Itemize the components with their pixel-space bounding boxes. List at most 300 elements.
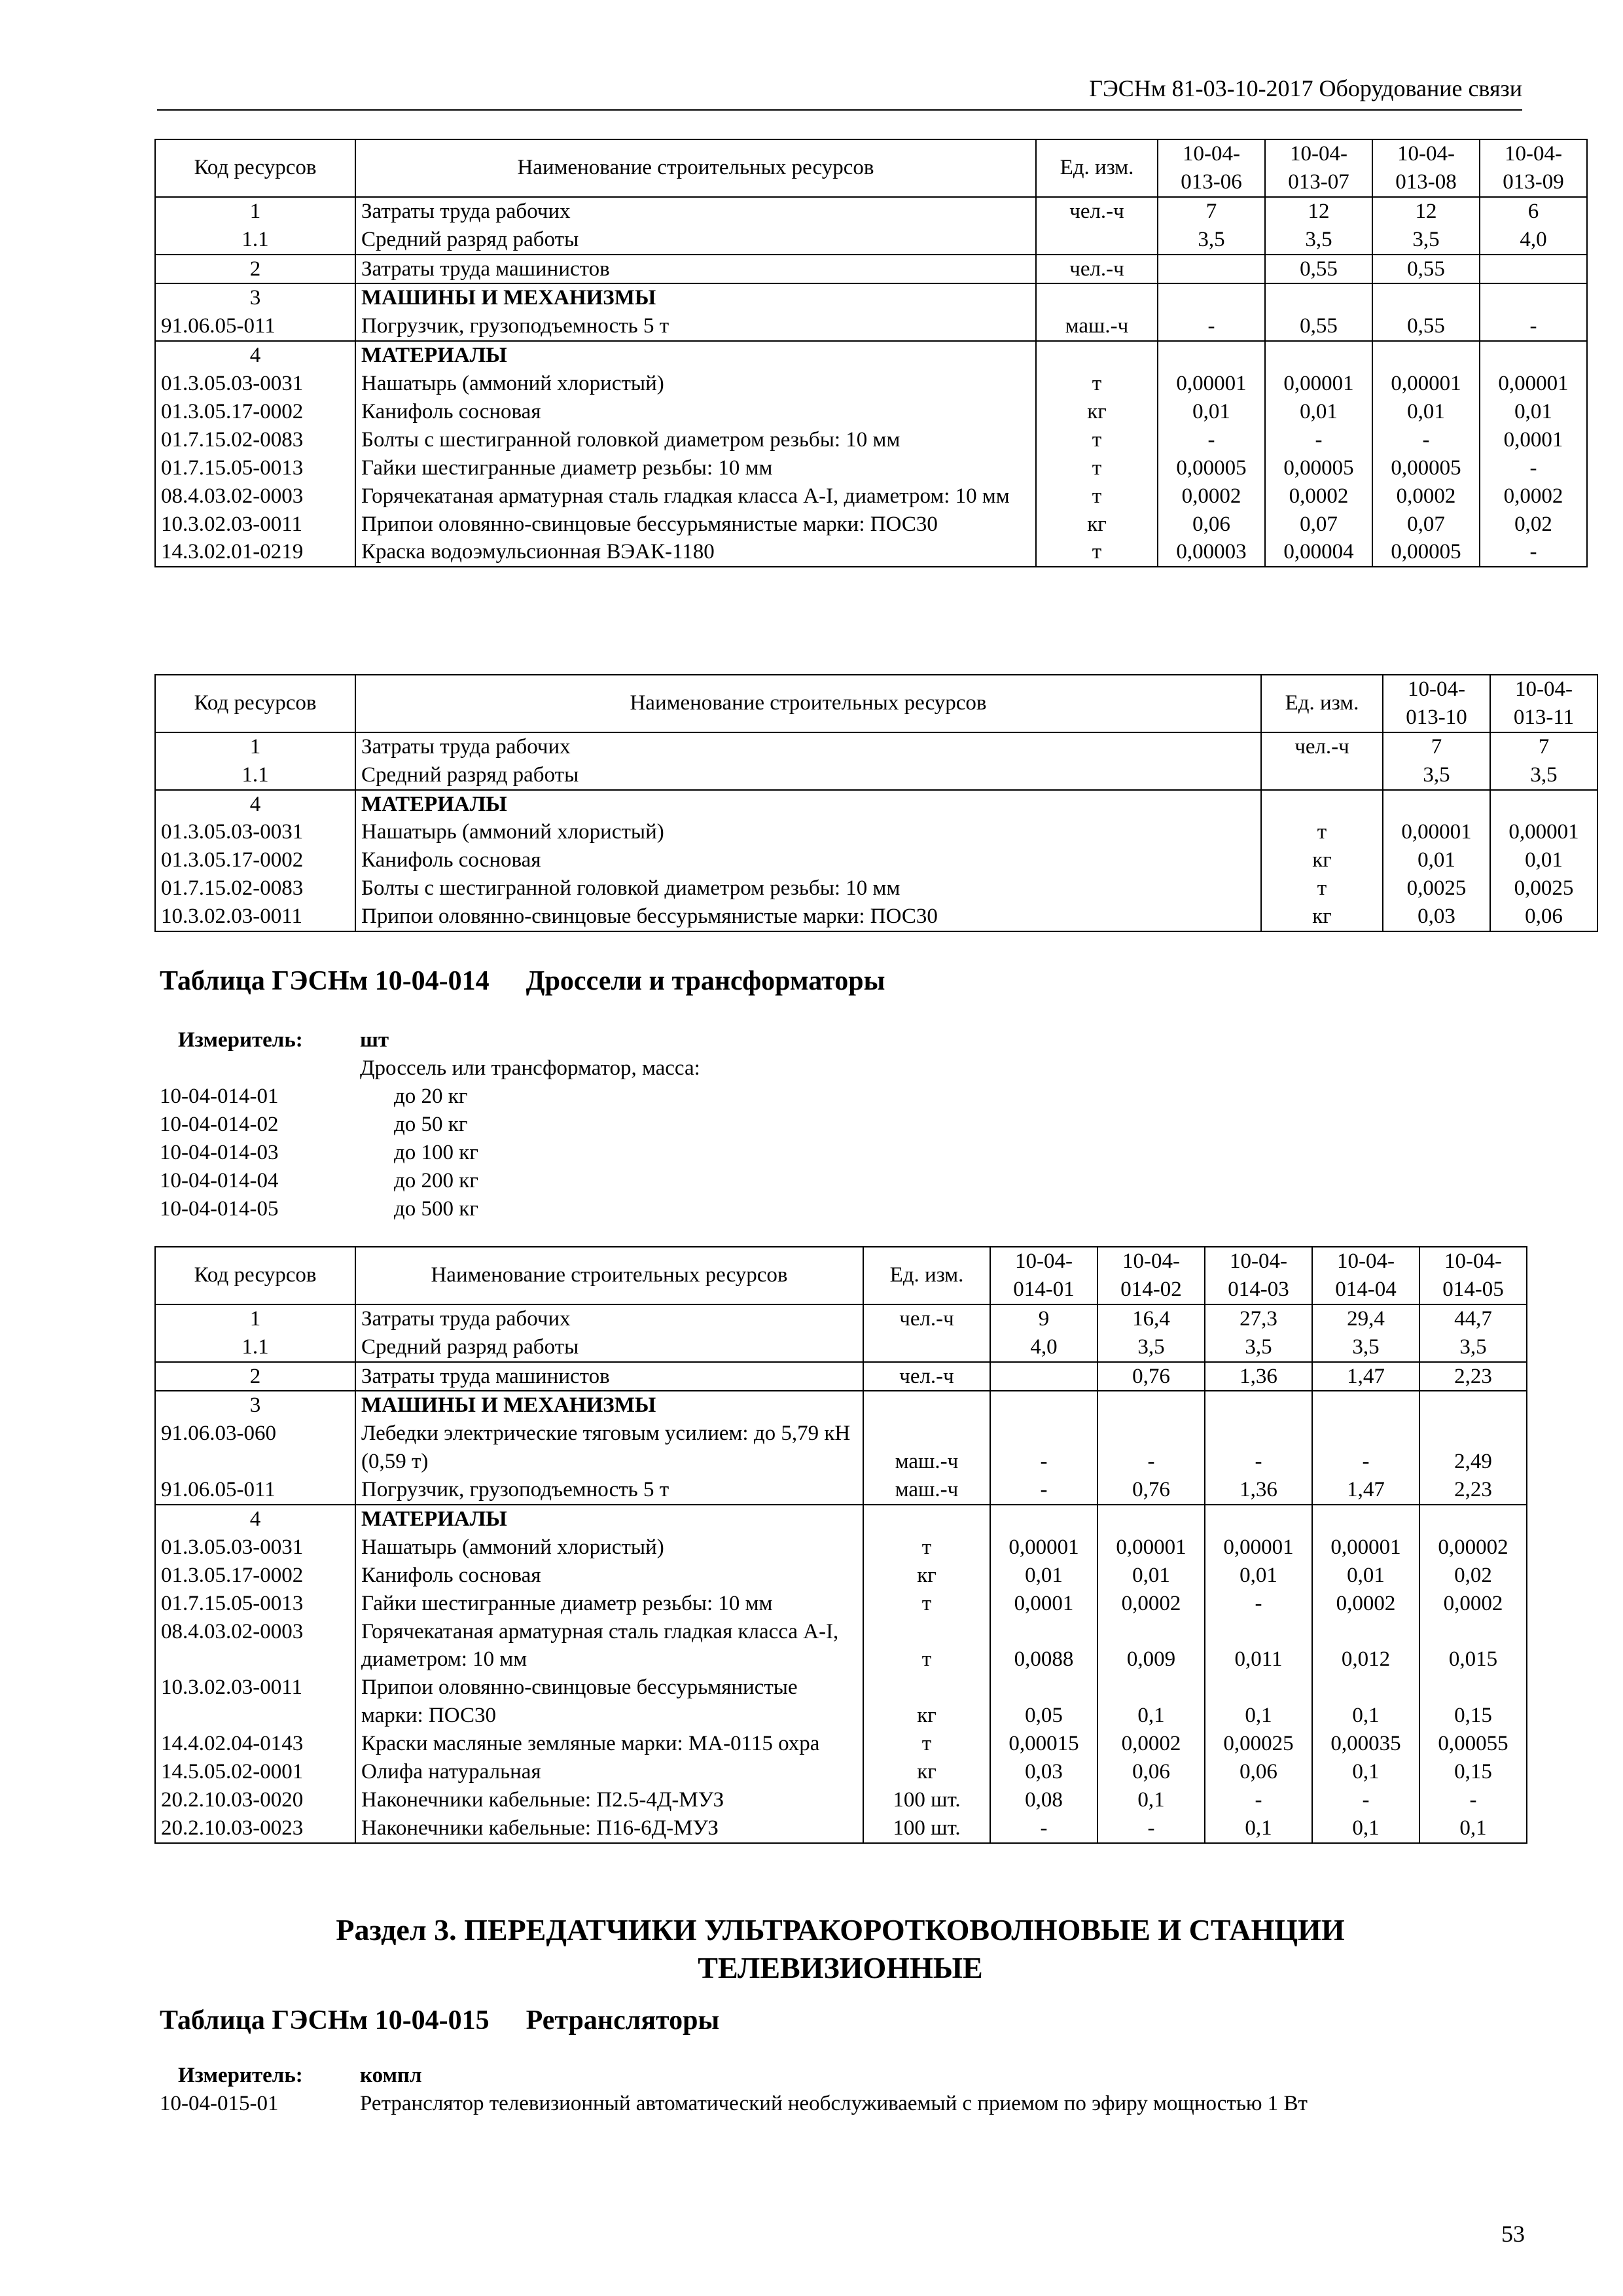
- resource-value: 0,00005: [1372, 538, 1480, 567]
- table-row: [155, 1674, 1527, 1730]
- resource-value: -: [990, 1476, 1097, 1505]
- header-norm-col: 10-04-013-10: [1383, 675, 1490, 732]
- resource-value: 0,01: [990, 1562, 1097, 1590]
- header-norm-col: 10-04-014-03: [1205, 1247, 1312, 1304]
- resource-name: Затраты труда рабочих: [355, 1304, 863, 1333]
- table-row: [155, 454, 1587, 482]
- table-row: [155, 1814, 1527, 1843]
- resource-name: Болты с шестигранной головкой диаметром резьбы: 10 мм: [355, 426, 1036, 454]
- resource-code: 91.06.03-060: [155, 1420, 355, 1476]
- resource-name: Припои оловянно-свинцовые бессурьмянистые марки: ПОС30: [355, 1674, 863, 1730]
- resource-unit: т: [863, 1590, 990, 1618]
- resource-value: 0,02: [1480, 511, 1587, 539]
- resource-value: [1480, 341, 1587, 370]
- table-header-row: [155, 1247, 1527, 1304]
- header-name: Наименование строительных ресурсов: [355, 1247, 863, 1304]
- norm-text: до 500 кг: [394, 1197, 478, 1221]
- resource-value: 0,02: [1419, 1562, 1527, 1590]
- header-code: Код ресурсов: [155, 675, 355, 732]
- resource-name: Канифоль сосновая: [355, 398, 1036, 426]
- resource-unit: маш.-ч: [863, 1420, 990, 1476]
- resource-name: Затраты труда машинистов: [355, 1362, 863, 1391]
- resource-value: 0,1: [1205, 1814, 1312, 1843]
- resource-value: 1,47: [1312, 1362, 1419, 1391]
- resource-code: 10.3.02.03-0011: [155, 903, 355, 931]
- resource-value: 1,47: [1312, 1476, 1419, 1505]
- resource-value: 0,01: [1097, 1562, 1205, 1590]
- resource-value: [1372, 283, 1480, 312]
- resource-value: 0,06: [1097, 1758, 1205, 1786]
- resource-code: 1.1: [155, 226, 355, 255]
- header-code: Код ресурсов: [155, 139, 355, 197]
- table-row: [155, 1590, 1527, 1618]
- resource-value: 0,01: [1372, 398, 1480, 426]
- resource-unit: т: [1036, 454, 1158, 482]
- resource-value: 3,5: [1372, 226, 1480, 255]
- norm-text: до 200 кг: [394, 1169, 478, 1193]
- resource-name: Лебедки электрические тяговым усилием: до 5,79 кН (0,59 т): [355, 1420, 863, 1476]
- resource-name: Средний разряд работы: [355, 226, 1036, 255]
- resource-value: 1,36: [1205, 1476, 1312, 1505]
- resource-unit: т: [863, 1730, 990, 1758]
- resource-value: [1158, 255, 1265, 284]
- resource-value: -: [1205, 1590, 1312, 1618]
- resource-value: 0,00003: [1158, 538, 1265, 567]
- table-row: [155, 790, 1597, 819]
- table-row: [155, 1304, 1527, 1333]
- resource-code: 01.3.05.03-0031: [155, 1534, 355, 1562]
- resource-unit: маш.-ч: [1036, 312, 1158, 341]
- resource-value: 7: [1158, 197, 1265, 226]
- resource-unit: т: [1036, 370, 1158, 398]
- table-header-row: [155, 139, 1587, 197]
- section-title-line: ТЕЛЕВИЗИОННЫЕ: [698, 1951, 983, 1984]
- resource-name: Гайки шестигранные диаметр резьбы: 10 мм: [355, 454, 1036, 482]
- resource-unit: т: [1036, 538, 1158, 567]
- resource-name: Краска водоэмульсионная ВЭАК-1180: [355, 538, 1036, 567]
- resource-value: 44,7: [1419, 1304, 1527, 1333]
- norm-code: 10-04-014-05: [160, 1197, 279, 1221]
- resource-value: 0,0002: [1265, 482, 1372, 511]
- norm-code: 10-04-014-01: [160, 1085, 279, 1108]
- resource-value: 0,0002: [1419, 1590, 1527, 1618]
- resource-value: 12: [1372, 197, 1480, 226]
- header-norm-col: 10-04-013-08: [1372, 139, 1480, 197]
- resource-value: 0,1: [1312, 1758, 1419, 1786]
- resource-value: 3,5: [1312, 1333, 1419, 1362]
- resource-unit: кг: [1036, 511, 1158, 539]
- resource-value: 0,00005: [1265, 454, 1372, 482]
- norm-item: [160, 1111, 700, 1139]
- resource-value: [1265, 341, 1372, 370]
- table-row: [155, 903, 1597, 931]
- resource-name: Канифоль сосновая: [355, 846, 1261, 874]
- header-norm-col: 10-04-013-06: [1158, 139, 1265, 197]
- resource-value: 3,5: [1097, 1333, 1205, 1362]
- resource-code: 1.1: [155, 761, 355, 790]
- resource-code: 08.4.03.02-0003: [155, 1618, 355, 1674]
- resource-unit: т: [1261, 818, 1383, 846]
- resource-value: 0,009: [1097, 1618, 1205, 1674]
- meter-row: [160, 1026, 700, 1054]
- resource-name: Погрузчик, грузоподъемность 5 т: [355, 1476, 863, 1505]
- resource-value: 3,5: [1419, 1333, 1527, 1362]
- resource-value: -: [990, 1814, 1097, 1843]
- resource-value: [1372, 341, 1480, 370]
- resource-value: -: [1480, 312, 1587, 341]
- table-014-meter-block: [160, 1026, 700, 1223]
- resource-value: 0,76: [1097, 1476, 1205, 1505]
- resource-value: 0,0002: [1480, 482, 1587, 511]
- header-norm-col: 10-04-014-04: [1312, 1247, 1419, 1304]
- table-row: [155, 312, 1587, 341]
- resource-value: -: [1158, 312, 1265, 341]
- resource-value: 0,0002: [1372, 482, 1480, 511]
- resource-unit: 100 шт.: [863, 1814, 990, 1843]
- meter-row: [160, 2062, 1308, 2090]
- resource-value: [1097, 1505, 1205, 1534]
- resource-value: 0,00001: [1158, 370, 1265, 398]
- resource-unit: [863, 1391, 990, 1420]
- table-row: [155, 197, 1587, 226]
- table-row: [155, 818, 1597, 846]
- table-row: [155, 846, 1597, 874]
- resource-value: 0,55: [1372, 312, 1480, 341]
- meter-value: компл: [360, 2064, 422, 2087]
- resource-unit: т: [1036, 482, 1158, 511]
- resource-value: [1265, 283, 1372, 312]
- resource-value: 0,00055: [1419, 1730, 1527, 1758]
- header-norm-col: 10-04-014-01: [990, 1247, 1097, 1304]
- resource-value: 0,06: [1205, 1758, 1312, 1786]
- resource-value: 0,0002: [1097, 1590, 1205, 1618]
- resource-code: 01.7.15.05-0013: [155, 454, 355, 482]
- resource-code: 3: [155, 1391, 355, 1420]
- table-row: [155, 426, 1587, 454]
- resource-value: 0,0001: [1480, 426, 1587, 454]
- resource-unit: т: [863, 1534, 990, 1562]
- resource-value: 0,00001: [1372, 370, 1480, 398]
- resource-value: 2,23: [1419, 1476, 1527, 1505]
- resource-value: 2,49: [1419, 1420, 1527, 1476]
- resource-value: 0,00015: [990, 1730, 1097, 1758]
- resource-value: 0,05: [990, 1674, 1097, 1730]
- resource-unit: [1036, 226, 1158, 255]
- resource-name: Олифа натуральная: [355, 1758, 863, 1786]
- resource-code: 01.3.05.03-0031: [155, 818, 355, 846]
- norm-text: до 50 кг: [394, 1113, 468, 1136]
- resource-name: МАШИНЫ И МЕХАНИЗМЫ: [355, 1391, 863, 1420]
- resource-value: 4,0: [990, 1333, 1097, 1362]
- resource-name: Нашатырь (аммоний хлористый): [355, 1534, 863, 1562]
- header-unit: Ед. изм.: [1261, 675, 1383, 732]
- table-014-title: Дроссели и трансформаторы: [526, 966, 885, 996]
- header-norm-col: 10-04-014-02: [1097, 1247, 1205, 1304]
- resource-code: 01.3.05.17-0002: [155, 1562, 355, 1590]
- resource-value: 0,1: [1419, 1814, 1527, 1843]
- resource-value: 0,06: [1158, 511, 1265, 539]
- meter-description: Дроссель или трансформатор, масса:: [360, 1056, 700, 1080]
- resource-value: 0,01: [1205, 1562, 1312, 1590]
- resource-value: 0,55: [1265, 312, 1372, 341]
- resource-value: 3,5: [1383, 761, 1490, 790]
- resource-unit: кг: [1036, 398, 1158, 426]
- resource-value: [1205, 1505, 1312, 1534]
- norm-item: [160, 1139, 700, 1167]
- resource-value: 0,07: [1265, 511, 1372, 539]
- resource-value: 0,1: [1312, 1674, 1419, 1730]
- resource-value: 29,4: [1312, 1304, 1419, 1333]
- resource-unit: кг: [863, 1562, 990, 1590]
- header-norm-col: 10-04-013-07: [1265, 139, 1372, 197]
- resource-value: 1,36: [1205, 1362, 1312, 1391]
- resource-code: 91.06.05-011: [155, 312, 355, 341]
- resource-value: 16,4: [1097, 1304, 1205, 1333]
- resource-value: 0,01: [1312, 1562, 1419, 1590]
- resource-value: 0,08: [990, 1786, 1097, 1814]
- norm-code: 10-04-015-01: [160, 2092, 279, 2115]
- resource-value: 0,00001: [1490, 818, 1597, 846]
- resource-value: 0,00004: [1265, 538, 1372, 567]
- header-unit: Ед. изм.: [863, 1247, 990, 1304]
- resource-value: [990, 1391, 1097, 1420]
- resource-code: 4: [155, 790, 355, 819]
- resource-value: 3,5: [1205, 1333, 1312, 1362]
- resource-code: 20.2.10.03-0023: [155, 1814, 355, 1843]
- resource-value: [1480, 255, 1587, 284]
- resource-value: 0,00001: [1265, 370, 1372, 398]
- resource-value: 0,01: [1265, 398, 1372, 426]
- resource-name: Припои оловянно-свинцовые бессурьмянистые марки: ПОС30: [355, 903, 1261, 931]
- resource-value: 4,0: [1480, 226, 1587, 255]
- resource-value: -: [1158, 426, 1265, 454]
- resource-name: Болты с шестигранной головкой диаметром резьбы: 10 мм: [355, 874, 1261, 903]
- norm-text: до 100 кг: [394, 1141, 478, 1164]
- resource-value: 27,3: [1205, 1304, 1312, 1333]
- resource-value: 0,01: [1383, 846, 1490, 874]
- page-number: 53: [1501, 2221, 1525, 2247]
- resource-name: Затраты труда рабочих: [355, 197, 1036, 226]
- resource-value: -: [1480, 454, 1587, 482]
- resource-value: [1480, 283, 1587, 312]
- resource-value: 9: [990, 1304, 1097, 1333]
- resource-unit: т: [863, 1618, 990, 1674]
- resource-value: 0,00001: [1480, 370, 1587, 398]
- resource-name: Средний разряд работы: [355, 1333, 863, 1362]
- resource-name: МАШИНЫ И МЕХАНИЗМЫ: [355, 283, 1036, 312]
- norm-text: Ретранслятор телевизионный автоматический необслуживаемый с приемом по эфиру мощностью 1 Вт: [360, 2092, 1308, 2115]
- header-norm-col: 10-04-013-11: [1490, 675, 1597, 732]
- table-row: [155, 1476, 1527, 1505]
- resource-value: 0,01: [1480, 398, 1587, 426]
- resource-value: 0,012: [1312, 1618, 1419, 1674]
- table-015-heading: [160, 2003, 719, 2039]
- norm-text: до 20 кг: [394, 1085, 468, 1108]
- resource-name: Горячекатаная арматурная сталь гладкая класса А-I, диаметром: 10 мм: [355, 1618, 863, 1674]
- resource-value: -: [1205, 1420, 1312, 1476]
- table-015-id: Таблица ГЭСНм 10-04-015: [160, 2005, 490, 2036]
- resource-value: 0,15: [1419, 1758, 1527, 1786]
- resource-value: 0,06: [1490, 903, 1597, 931]
- norm-code: 10-04-014-02: [160, 1113, 279, 1136]
- resource-name: Канифоль сосновая: [355, 1562, 863, 1590]
- resource-value: -: [1312, 1420, 1419, 1476]
- resource-value: -: [1372, 426, 1480, 454]
- resource-code: 1.1: [155, 1333, 355, 1362]
- resource-unit: [1261, 761, 1383, 790]
- resource-unit: чел.-ч: [863, 1362, 990, 1391]
- resource-code: 4: [155, 341, 355, 370]
- resource-code: 1: [155, 197, 355, 226]
- resource-unit: т: [1036, 426, 1158, 454]
- resource-value: [1312, 1391, 1419, 1420]
- resource-value: 0,01: [1490, 846, 1597, 874]
- table-row: [155, 398, 1587, 426]
- resource-value: 7: [1490, 732, 1597, 761]
- resource-value: [1490, 790, 1597, 819]
- table-row: [155, 1391, 1527, 1420]
- table-row: [155, 1730, 1527, 1758]
- resource-code: 14.5.05.02-0001: [155, 1758, 355, 1786]
- resource-table-013-06-09: [154, 139, 1588, 567]
- resource-value: -: [1265, 426, 1372, 454]
- resource-unit: чел.-ч: [1036, 255, 1158, 284]
- table-014-heading: [160, 963, 885, 999]
- section-3-title: [154, 1911, 1526, 1987]
- resource-value: 3,5: [1265, 226, 1372, 255]
- resource-code: 91.06.05-011: [155, 1476, 355, 1505]
- table-body: [155, 1304, 1527, 1843]
- resource-value: 0,00002: [1419, 1534, 1527, 1562]
- resource-value: [1158, 341, 1265, 370]
- resource-value: 0,55: [1265, 255, 1372, 284]
- resource-value: 0,15: [1419, 1674, 1527, 1730]
- table-row: [155, 1505, 1527, 1534]
- resource-value: [1419, 1505, 1527, 1534]
- header-name: Наименование строительных ресурсов: [355, 675, 1261, 732]
- norm-code: 10-04-014-03: [160, 1141, 279, 1164]
- norm-item: [160, 1083, 700, 1111]
- header-norm-col: 10-04-013-09: [1480, 139, 1587, 197]
- resource-name: Краски масляные земляные марки: МА-0115 охра: [355, 1730, 863, 1758]
- resource-value: 0,00035: [1312, 1730, 1419, 1758]
- resource-value: 0,00001: [1097, 1534, 1205, 1562]
- resource-value: 0,00005: [1158, 454, 1265, 482]
- resource-unit: 100 шт.: [863, 1786, 990, 1814]
- resource-value: [1383, 790, 1490, 819]
- table-row: [155, 511, 1587, 539]
- header-unit: Ед. изм.: [1036, 139, 1158, 197]
- resource-value: 0,03: [1383, 903, 1490, 931]
- section-title-line: Раздел 3. ПЕРЕДАТЧИКИ УЛЬТРАКОРОТКОВОЛНОВЫЕ И СТАНЦИИ: [336, 1913, 1345, 1946]
- resource-value: 0,55: [1372, 255, 1480, 284]
- running-header: ГЭСНм 81-03-10-2017 Оборудование связи: [157, 73, 1522, 111]
- resource-value: 0,00025: [1205, 1730, 1312, 1758]
- resource-code: 10.3.02.03-0011: [155, 1674, 355, 1730]
- resource-name: Затраты труда машинистов: [355, 255, 1036, 284]
- resource-unit: чел.-ч: [1036, 197, 1158, 226]
- resource-unit: [1036, 341, 1158, 370]
- resource-value: 0,0002: [1158, 482, 1265, 511]
- header-name: Наименование строительных ресурсов: [355, 139, 1036, 197]
- resource-value: 0,011: [1205, 1618, 1312, 1674]
- table-015-title: Ретрансляторы: [526, 2005, 720, 2036]
- resource-unit: [863, 1333, 990, 1362]
- resource-unit: кг: [863, 1674, 990, 1730]
- table-header-row: [155, 675, 1597, 732]
- header-code: Код ресурсов: [155, 1247, 355, 1304]
- resource-value: 0,03: [990, 1758, 1097, 1786]
- table-row: [155, 732, 1597, 761]
- resource-value: 6: [1480, 197, 1587, 226]
- table-row: [155, 538, 1587, 567]
- resource-code: 01.7.15.02-0083: [155, 426, 355, 454]
- resource-value: 7: [1383, 732, 1490, 761]
- resource-value: [1419, 1391, 1527, 1420]
- resource-name: Гайки шестигранные диаметр резьбы: 10 мм: [355, 1590, 863, 1618]
- resource-name: Наконечники кабельные: П2.5-4Д-МУЗ: [355, 1786, 863, 1814]
- table-014-id: Таблица ГЭСНм 10-04-014: [160, 966, 490, 996]
- resource-code: 10.3.02.03-0011: [155, 511, 355, 539]
- resource-code: 08.4.03.02-0003: [155, 482, 355, 511]
- resource-code: 01.7.15.05-0013: [155, 1590, 355, 1618]
- resource-unit: кг: [863, 1758, 990, 1786]
- resource-value: 0,00001: [1312, 1534, 1419, 1562]
- table-row: [155, 482, 1587, 511]
- resource-code: 01.7.15.02-0083: [155, 874, 355, 903]
- resource-value: [990, 1362, 1097, 1391]
- resource-code: 2: [155, 1362, 355, 1391]
- table-row: [155, 226, 1587, 255]
- resource-name: Наконечники кабельные: П16-6Д-МУЗ: [355, 1814, 863, 1843]
- table-row: [155, 761, 1597, 790]
- resource-name: Погрузчик, грузоподъемность 5 т: [355, 312, 1036, 341]
- table-row: [155, 1786, 1527, 1814]
- norm-item: [160, 1167, 700, 1195]
- resource-value: -: [1097, 1420, 1205, 1476]
- resource-value: -: [1312, 1786, 1419, 1814]
- table-015-meter-block: [160, 2062, 1308, 2118]
- resource-value: 0,0025: [1383, 874, 1490, 903]
- resource-name: Средний разряд работы: [355, 761, 1261, 790]
- resource-code: 01.3.05.17-0002: [155, 846, 355, 874]
- resource-value: -: [1097, 1814, 1205, 1843]
- table-row: [155, 1333, 1527, 1362]
- resource-code: 2: [155, 255, 355, 284]
- resource-code: 1: [155, 1304, 355, 1333]
- resource-value: 0,1: [1097, 1786, 1205, 1814]
- table-row: [155, 1534, 1527, 1562]
- resource-value: 3,5: [1490, 761, 1597, 790]
- resource-value: -: [990, 1420, 1097, 1476]
- table-body: [155, 197, 1587, 567]
- resource-code: 20.2.10.03-0020: [155, 1786, 355, 1814]
- resource-name: Нашатырь (аммоний хлористый): [355, 818, 1261, 846]
- meter-label: Измеритель:: [178, 2064, 303, 2087]
- table-row: [155, 1562, 1527, 1590]
- resource-unit: чел.-ч: [863, 1304, 990, 1333]
- resource-unit: [1261, 790, 1383, 819]
- resource-value: 0,0001: [990, 1590, 1097, 1618]
- resource-value: 0,07: [1372, 511, 1480, 539]
- resource-code: 3: [155, 283, 355, 312]
- table-row: [155, 283, 1587, 312]
- resource-name: Припои оловянно-свинцовые бессурьмянистые марки: ПОС30: [355, 511, 1036, 539]
- resource-unit: маш.-ч: [863, 1476, 990, 1505]
- resource-code: 01.3.05.17-0002: [155, 398, 355, 426]
- meter-desc-row: [160, 1054, 700, 1083]
- resource-unit: т: [1261, 874, 1383, 903]
